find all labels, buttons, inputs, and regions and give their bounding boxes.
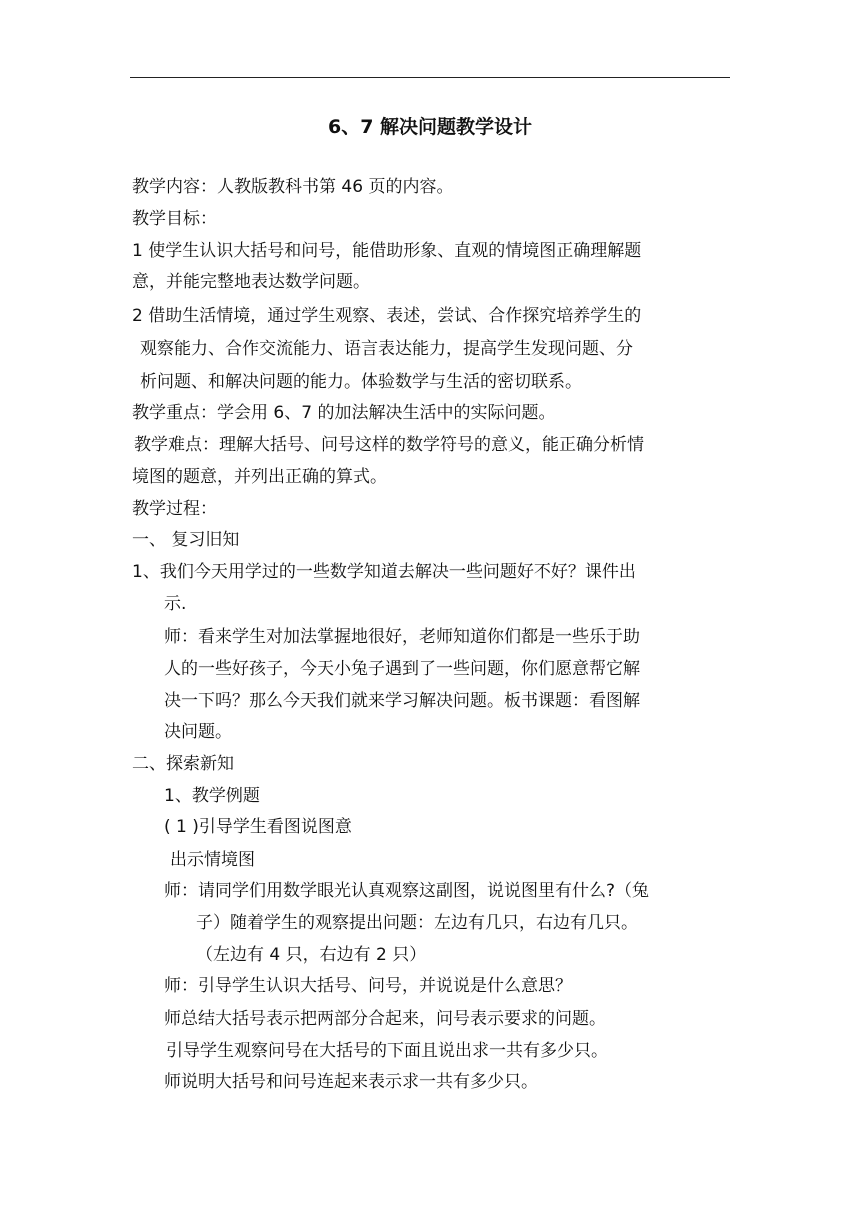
line-item-1: 1、我们今天用学过的一些数学知道去解决一些问题好不好？课件出 <box>132 562 636 582</box>
line-teacher-observe: 师：请同学们用数学眼光认真观察这副图，说说图里有什么?（兔 <box>164 881 650 901</box>
line-objective-2: 2 借助生活情境，通过学生观察、表述，尝试、合作探究培养学生的 <box>132 306 642 326</box>
document-title: 6、7 解决问题教学设计 <box>327 116 533 138</box>
line-observe-cont: 子）随着学生的观察提出问题：左边有几只，右边有几只。 <box>196 913 638 933</box>
line-content: 教学内容：人教版教科书第 46 页的内容。 <box>132 177 454 197</box>
line-process-heading: 教学过程： <box>132 499 217 519</box>
line-teacher-cont: 决问题。 <box>164 722 232 742</box>
line-step-1: ( 1 )引导学生看图说图意 <box>164 817 352 837</box>
line-item-1-cont: 示. <box>164 594 187 614</box>
line-show-picture: 出示情境图 <box>170 850 255 870</box>
line-explain: 师说明大括号和问号连起来表示求一共有多少只。 <box>164 1072 538 1092</box>
line-teacher-cont: 决一下吗？那么今天我们就来学习解决问题。板书课题：看图解 <box>164 691 640 711</box>
line-example: 1、教学例题 <box>164 786 260 806</box>
line-teacher-cont: 人的一些好孩子，今天小兔子遇到了一些问题，你们愿意帮它解 <box>164 659 640 679</box>
line-section-2: 二、探索新知 <box>132 754 234 774</box>
line-answer: （左边有 4 只，右边有 2 只） <box>196 945 427 965</box>
line-key-point: 教学重点：学会用 6、7 的加法解决生活中的实际问题。 <box>132 403 556 423</box>
line-objective-2-cont: 析问题、和解决问题的能力。体验数学与生活的密切联系。 <box>140 372 582 392</box>
line-difficulty: 教学难点：理解大括号、问号这样的数学符号的意义，能正确分析情 <box>134 435 644 455</box>
line-summary: 师总结大括号表示把两部分合起来，问号表示要求的问题。 <box>164 1009 606 1029</box>
header-rule <box>130 77 730 78</box>
line-guide: 引导学生观察问号在大括号的下面且说出求一共有多少只。 <box>166 1041 608 1061</box>
line-section-1: 一、 复习旧知 <box>132 530 240 550</box>
line-objectives-heading: 教学目标： <box>132 209 217 229</box>
line-objective-1-cont: 意，并能完整地表达数学问题。 <box>132 272 370 292</box>
line-teacher-brace: 师：引导学生认识大括号、问号，并说说是什么意思？ <box>164 976 572 996</box>
line-difficulty-cont: 境图的题意，并列出正确的算式。 <box>132 467 387 487</box>
line-objective-2-cont: 观察能力、合作交流能力、语言表达能力，提高学生发现问题、分 <box>140 339 633 359</box>
line-teacher: 师：看来学生对加法掌握地很好，老师知道你们都是一些乐于助 <box>164 627 640 647</box>
line-objective-1: 1 使学生认识大括号和问号，能借助形象、直观的情境图正确理解题 <box>132 241 642 261</box>
